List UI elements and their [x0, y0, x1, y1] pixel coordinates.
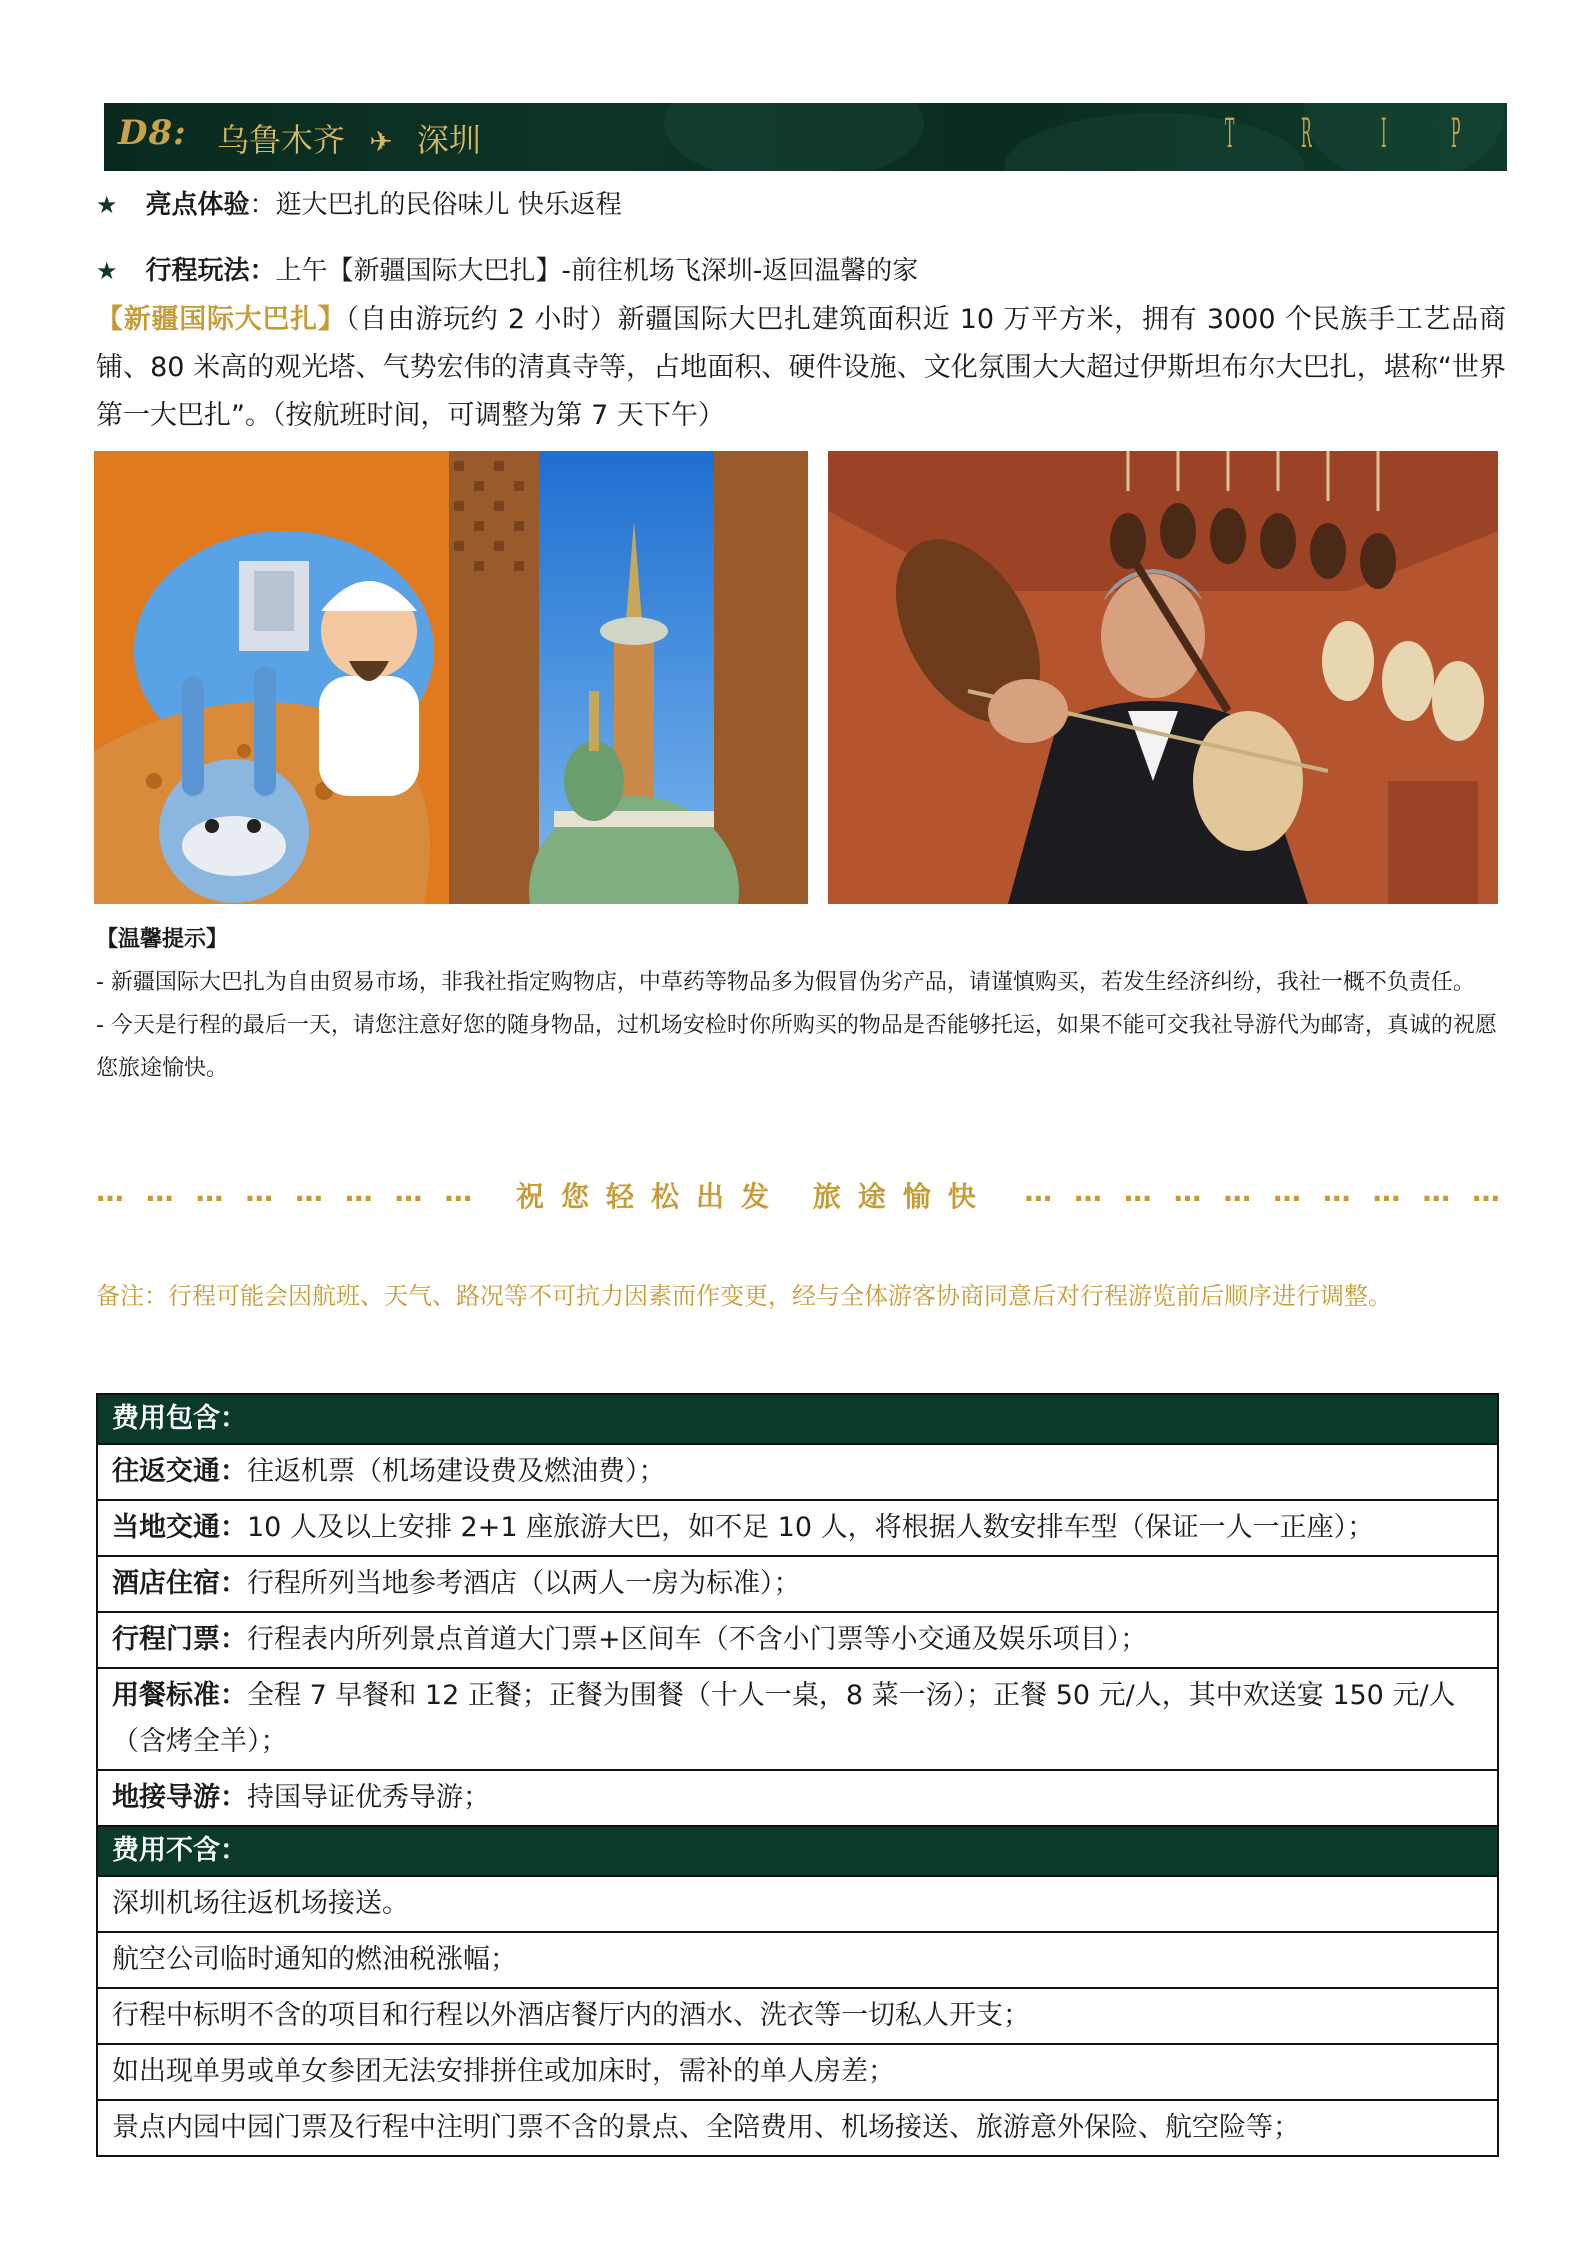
fee-included-header: 费用包含：	[98, 1393, 1497, 1443]
fee-included-row	[98, 1499, 1497, 1555]
farewell-line	[96, 1175, 1506, 1219]
musician-photo	[828, 451, 1498, 904]
highlight-bullet	[96, 184, 622, 221]
bullet-separator: ：	[249, 190, 276, 220]
fee-value: 往返机票（机场建设费及燃油费）；	[247, 1456, 666, 1487]
fee-key: 用餐标准：	[112, 1680, 247, 1711]
trip-letter: I	[1381, 111, 1387, 157]
plane-icon: ✈	[369, 125, 393, 158]
trip-wordmark	[1225, 111, 1471, 163]
fee-key: 行程门票：	[112, 1624, 247, 1655]
to-city: 深圳	[416, 121, 481, 159]
trip-letter: R	[1301, 111, 1312, 157]
trip-letter: T	[1225, 111, 1235, 157]
fee-value: 10 人及以上安排 2+1 座旅游大巴，如不足 10 人，将根据人数安排车型（保证一人一正座）；	[247, 1512, 1375, 1543]
fee-key: 地接导游：	[112, 1782, 247, 1813]
bullet-text: 逛大巴扎的民俗味儿 快乐返程	[275, 190, 622, 220]
fee-key: 酒店住宿：	[112, 1568, 247, 1599]
fee-excluded-row: 景点内园中园门票及行程中注明门票不含的景点、全陪费用、机场接送、旅游意外保险、航空险等；	[98, 2099, 1497, 2155]
fee-excluded-row: 深圳机场往返机场接送。	[98, 1875, 1497, 1931]
fee-included-row	[98, 1769, 1497, 1825]
leaf-decoration	[664, 103, 924, 171]
star-icon: ★	[96, 191, 118, 219]
fee-value: 持国导证优秀导游；	[247, 1782, 490, 1813]
fee-excluded-header: 费用不含：	[98, 1825, 1497, 1875]
bazaar-name-highlight: 【新疆国际大巴扎】	[96, 304, 346, 335]
star-icon: ★	[96, 257, 118, 285]
dots-right: … … … … … … … … … …	[1024, 1175, 1506, 1208]
warm-tips	[96, 918, 1506, 1090]
bazaar-photo	[94, 451, 808, 904]
tips-item: - 新疆国际大巴扎为自由贸易市场，非我社指定购物店，中草药等物品多为假冒伪劣产品，请谨慎购买，若发生经济纠纷，我社一概不负责任。	[96, 970, 1475, 995]
from-city: 乌鲁木齐	[217, 121, 346, 159]
day-label: D8:	[118, 113, 187, 153]
musician-photo-art	[828, 451, 1498, 904]
fee-excluded-row: 航空公司临时通知的燃油税涨幅；	[98, 1931, 1497, 1987]
bullet-label: 行程玩法：	[145, 256, 276, 286]
fee-excluded-row: 如出现单男或单女参团无法安排拼住或加床时，需补的单人房差；	[98, 2043, 1497, 2099]
fee-table	[96, 1393, 1499, 2157]
fee-key: 当地交通：	[112, 1512, 247, 1543]
fee-value: 行程表内所列景点首道大门票+区间车（不含小门票等小交通及娱乐项目）；	[247, 1624, 1148, 1655]
farewell-message: 祝您轻松出发 旅途愉快	[516, 1180, 993, 1213]
fee-excluded-row: 行程中标明不含的项目和行程以外酒店餐厅内的酒水、洗衣等一切私人开支；	[98, 1987, 1497, 2043]
description-body: （自由游玩约 2 小时）新疆国际大巴扎建筑面积近 10 万平方米，拥有 3000 个民族手工艺品商铺、80 米高的观光塔、气势宏伟的清真寺等，占地面积、硬件设施、文化氛围大大超过伊斯坦布尔大巴扎，堪称“世界第一大巴扎”。（按航班时间，可调整为第 7 天下午）	[96, 304, 1507, 431]
fee-included-row	[98, 1611, 1497, 1667]
fee-key: 往返交通：	[112, 1456, 247, 1487]
bazaar-description	[96, 296, 1506, 440]
fee-value: 行程所列当地参考酒店（以两人一房为标准）；	[247, 1568, 801, 1599]
trip-letter: P	[1451, 111, 1461, 157]
bullet-label: 亮点体验	[145, 190, 250, 220]
tips-title: 【温馨提示】	[96, 927, 229, 952]
bazaar-photo-art	[94, 451, 808, 904]
tips-item: - 今天是行程的最后一天，请您注意好您的随身物品，过机场安检时你所购买的物品是否能够托运，如果不能可交我社导游代为邮寄，真诚的祝愿您旅途愉快。	[96, 1013, 1497, 1081]
itinerary-bullet	[96, 250, 918, 287]
day-header-bar	[104, 103, 1507, 171]
fee-included-row	[98, 1555, 1497, 1611]
bullet-text: 上午【新疆国际大巴扎】-前往机场飞深圳-返回温馨的家	[275, 256, 919, 286]
itinerary-note: 备注：行程可能会因航班、天气、路况等不可抗力因素而作变更，经与全体游客协商同意后对行程游览前后顺序进行调整。	[96, 1282, 1392, 1310]
dots-left: … … … … … … … …	[96, 1175, 479, 1208]
fee-included-row	[98, 1667, 1497, 1769]
fee-value: 全程 7 早餐和 12 正餐；正餐为围餐（十人一桌，8 菜一汤）；正餐 50 元/人，其中欢送宴 150 元/人（含烤全羊）；	[112, 1680, 1456, 1757]
route-title	[217, 115, 481, 161]
fee-included-row	[98, 1443, 1497, 1499]
